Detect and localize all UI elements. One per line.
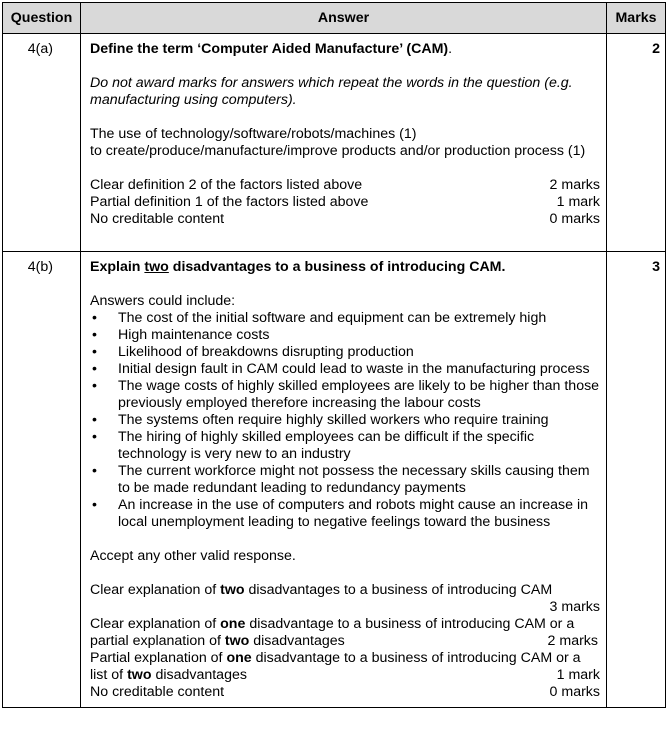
list-item: • The wage costs of highly skilled employees are likely to be higher than those previously employed therefore increasing the labour costs (90, 378, 600, 412)
disadvantages-list (90, 310, 600, 531)
list-item: • An increase in the use of computers and robots might cause an increase in local unemployment leading to negative feelings toward the business (90, 497, 600, 531)
marks-4a: 2 (607, 34, 666, 252)
accept-note: Accept any other valid response. (90, 548, 296, 564)
list-item: • The current workforce might not possess the necessary skills causing them to be made redundant leading to redundancy payments (90, 463, 600, 497)
list-item: • Initial design fault in CAM could lead to waste in the manufacturing process (90, 361, 600, 378)
list-item: • The systems often require highly skilled workers who require training (90, 412, 600, 429)
mark-level-3: Clear explanation of two disadvantages to a business of introducing CAM 3 marks (90, 582, 600, 615)
answers-intro: Answers could include: (90, 293, 236, 309)
list-item: • Likelihood of breakdowns disrupting production (90, 344, 600, 361)
mark-level-2: Clear explanation of one disadvantage to a business of introducing CAM or a partial explanation of two disadvantages 2 marks (90, 616, 598, 649)
list-item: • High maintenance costs (90, 327, 600, 344)
list-item: • The cost of the initial software and equipment can be extremely high (90, 310, 600, 327)
examiner-note-4a: Do not award marks for answers which repeat the words in the question (e.g. manufacturing using computers). (90, 75, 573, 108)
header-row (3, 3, 666, 34)
mark-level-row: No creditable content 0 marks (90, 211, 600, 227)
answer-cell-4a (81, 34, 607, 252)
answer-cell-4b (81, 252, 607, 708)
answer-point-2-4a: to create/produce/manufacture/improve products and/or production process (1) (90, 143, 586, 159)
question-row-4b (3, 252, 666, 708)
mark-level-0: No creditable content 0 marks (90, 684, 600, 700)
question-prompt-4b: Explain two disadvantages to a business of introducing CAM. (90, 259, 506, 275)
question-row-4a (3, 34, 666, 252)
header-question: Question (3, 3, 81, 34)
answer-point-1-4a: The use of technology/software/robots/machines (1) (90, 126, 417, 142)
list-item: • The hiring of highly skilled employees can be difficult if the specific technology is very new to an industry (90, 429, 600, 463)
header-answer: Answer (81, 3, 607, 34)
mark-level-row: Partial definition 1 of the factors listed above 1 mark (90, 194, 600, 210)
header-marks: Marks (607, 3, 666, 34)
question-number-4a: 4(a) (3, 34, 81, 252)
mark-level-row: Clear definition 2 of the factors listed above 2 marks (90, 177, 600, 193)
mark-scheme-table (2, 2, 666, 708)
question-prompt-4a: Define the term ‘Computer Aided Manufacture’ (CAM). (90, 41, 453, 57)
mark-level-1: Partial explanation of one disadvantage to a business of introducing CAM or a list of two disadvantages 1 mark (90, 650, 600, 683)
question-number-4b: 4(b) (3, 252, 81, 708)
marks-4b: 3 (607, 252, 666, 708)
